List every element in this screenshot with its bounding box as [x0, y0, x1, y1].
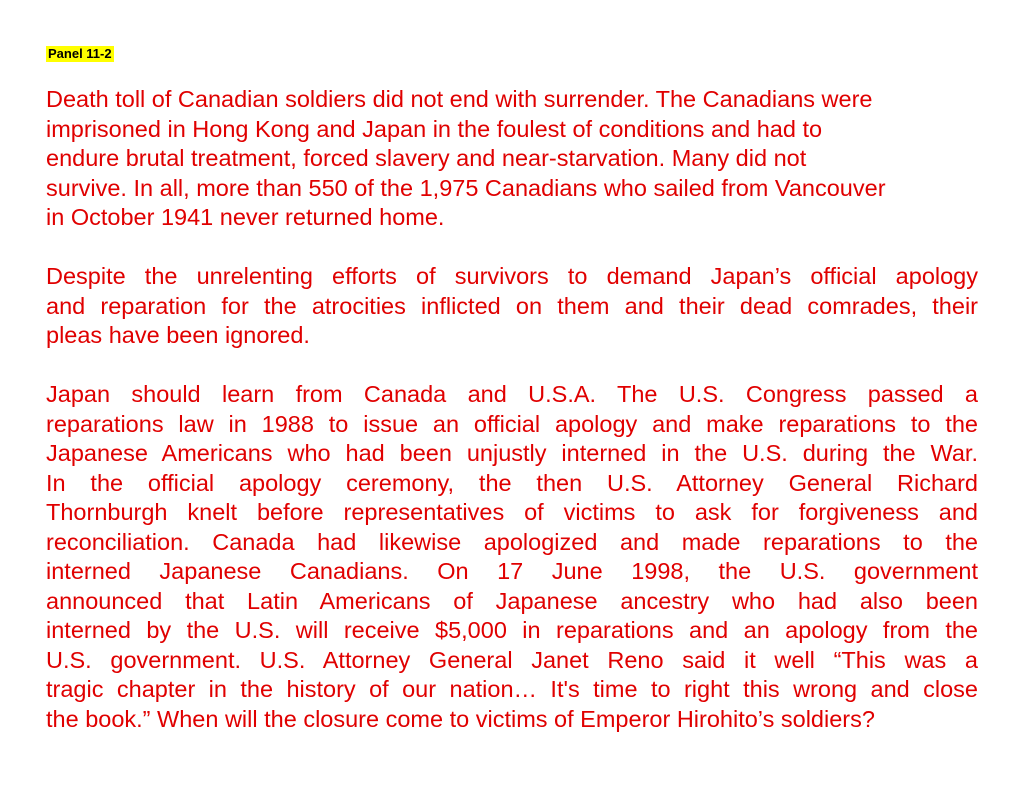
text-line: In the official apology ceremony, the then U.S. Attorney General Richard	[46, 469, 978, 496]
panel-label: Panel 11-2	[48, 46, 112, 61]
paragraph-survivors	[46, 262, 978, 351]
text-line: interned by the U.S. will receive $5,000 in reparations and an apology from the	[46, 617, 978, 643]
text-line: U.S. government. U.S. Attorney General Janet Reno said it well “This was a	[46, 646, 978, 673]
text-line: Despite the unrelenting efforts of survivors to demand Japan’s official apology	[46, 263, 978, 289]
text-line: interned Japanese Canadians. On 17 June 1998, the U.S. government	[46, 558, 978, 584]
text-line: reparations law in 1988 to issue an official apology and make reparations to the	[46, 410, 978, 437]
text-line: tragic chapter in the history of our nation… It's time to right this wrong and close	[46, 676, 978, 702]
text-line: endure brutal treatment, forced slavery and near-starvation. Many did not	[46, 145, 807, 171]
text-line: Japanese Americans who had been unjustly interned in the U.S. during the War.	[46, 440, 978, 466]
text-line: Japan should learn from Canada and U.S.A. The U.S. Congress passed a	[46, 381, 978, 407]
text-line: reconciliation. Canada had likewise apologized and made reparations to the	[46, 528, 978, 555]
text-line: Death toll of Canadian soldiers did not end with surrender. The Canadians were	[46, 86, 873, 112]
text-line: announced that Latin Americans of Japanese ancestry who had also been	[46, 587, 978, 614]
text-line: in October 1941 never returned home.	[46, 204, 445, 230]
text-line: pleas have been ignored.	[46, 322, 310, 348]
text-line: and reparation for the atrocities inflicted on them and their dead comrades, their	[46, 292, 978, 319]
text-line: survive. In all, more than 550 of the 1,975 Canadians who sailed from Vancouver	[46, 174, 886, 201]
text-line: the book.” When will the closure come to victims of Emperor Hirohito’s soldiers?	[46, 705, 875, 732]
paragraph-death-toll	[46, 85, 978, 233]
text-line: imprisoned in Hong Kong and Japan in the foulest of conditions and had to	[46, 115, 823, 142]
text-line: Thornburgh knelt before representatives of victims to ask for forgiveness and	[46, 499, 978, 525]
paragraph-reparations	[46, 380, 978, 734]
